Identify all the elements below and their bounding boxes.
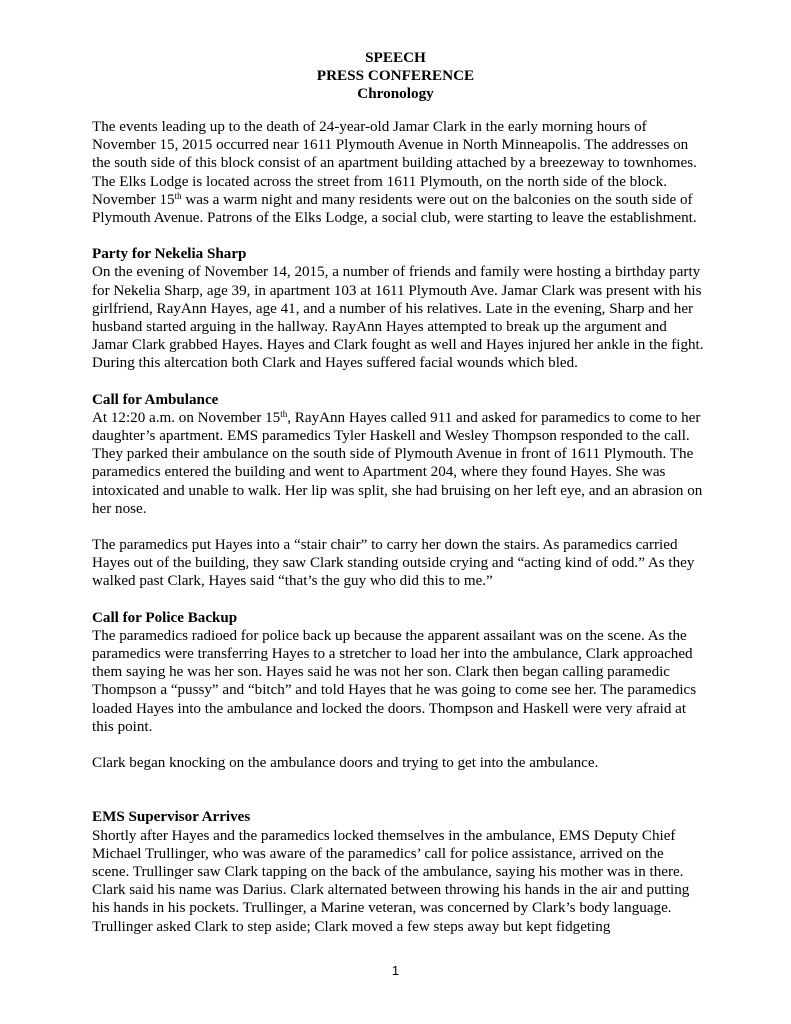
- stair-chair-paragraph: The paramedics put Hayes into a “stair chair” to carry her down the stairs. As paramedics carried Hayes out of the building, they saw Clark standing outside crying and “acting kind of odd.” As they walked past Clark, Hayes said “that’s the guy who did this to me.”: [92, 537, 695, 590]
- supervisor-heading: EMS Supervisor Arrives: [92, 809, 251, 826]
- header-chronology: Chronology: [357, 85, 434, 102]
- document-header: [0, 49, 791, 103]
- intro-paragraph: The events leading up to the death of 24-year-old Jamar Clark in the early morning hours of November 15, 2015 occurred near 1611 Plymouth Avenue in North Minneapolis. The addresses on the south side of this block consist of an apartment building attached by a breezeway to townhomes. The Elks Lodge is located across the street from 1611 Plymouth, on the north side of the block. November 15th was a warm night and many residents were out on the balconies on the south side of Plymouth Avenue. Patrons of the Elks Lodge, a social club, were starting to leave the establishment.: [92, 119, 697, 227]
- header-title: SPEECH: [365, 49, 426, 66]
- knocking-paragraph: Clark began knocking on the ambulance doors and trying to get into the ambulance.: [92, 755, 599, 772]
- page-number: 1: [391, 963, 400, 978]
- backup-heading: Call for Police Backup: [92, 609, 238, 626]
- ambulance-heading: Call for Ambulance: [92, 391, 219, 408]
- ambulance-paragraph: At 12:20 a.m. on November 15th, RayAnn Hayes called 911 and asked for paramedics to come to her daughter’s apartment. EMS paramedics Tyler Haskell and Wesley Thompson responded to the call. They parked their ambulance on the south side of Plymouth Avenue in front of 1611 Plymouth. The paramedics entered the building and went to Apartment 204, where they found Hayes. She was intoxicated and unable to walk. Her lip was split, she had bruising on her left eye, and an abrasion on her nose.: [92, 408, 703, 517]
- party-paragraph: On the evening of November 14, 2015, a number of friends and family were hosting a birthday party for Nekelia Sharp, age 39, in apartment 103 at 1611 Plymouth Ave. Jamar Clark was present with his girlfriend, RayAnn Hayes, age 41, and a number of his relatives. Late in the evening, Sharp and her husband started arguing in the hallway. RayAnn Hayes attempted to break up the argument and Jamar Clark grabbed Hayes. Hayes and Clark fought as well and Hayes injured her ankle in the fight. During this altercation both Clark and Hayes suffered facial wounds which bled.: [92, 264, 704, 372]
- header-subtitle: PRESS CONFERENCE: [316, 67, 475, 84]
- document-body: [92, 118, 704, 936]
- party-heading: Party for Nekelia Sharp: [92, 246, 247, 263]
- backup-paragraph: The paramedics radioed for police back up because the apparent assailant was on the scene. As the paramedics were transferring Hayes to a stretcher to load her into the ambulance, Clark approached them saying he was her son. Hayes said he was not her son. Clark then began calling paramedic Thompson a “pussy” and “bitch” and told Hayes that he was going to come see her. The paramedics loaded Hayes into the ambulance and locked the doors. Thompson and Haskell were very afraid at this point.: [92, 627, 697, 735]
- supervisor-paragraph: Shortly after Hayes and the paramedics locked themselves in the ambulance, EMS Deputy Chief Michael Trullinger, who was aware of the paramedics’ call for police assistance, arrived on the scene. Trullinger saw Clark tapping on the back of the ambulance, saying his mother was in there. Clark said his name was Darius. Clark alternated between throwing his hands in the air and putting his hands in his pockets. Trullinger, a Marine veteran, was concerned by Clark’s body language. Trullinger asked Clark to step aside; Clark moved a few steps away but kept fidgeting: [92, 827, 690, 935]
